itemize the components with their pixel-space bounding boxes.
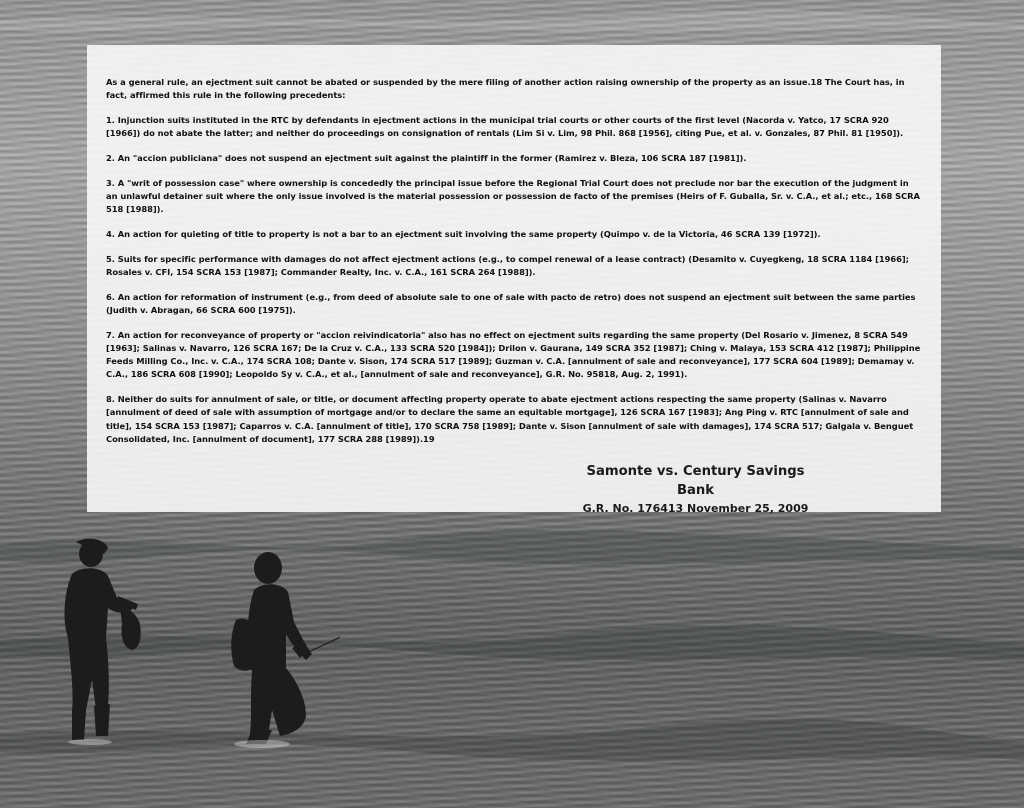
precedent-item-1: 1. Injunction suits instituted in the RTC by defendants in ejectment actions in the municipal trial courts or other courts of the first level (Nacorda v. Yatco, 17 SCRA 920 [1966]) do not abate the latter; and neither do proceedings on consignation of rentals (Lim Si v. Lim, 98 Phil. 868 [1956], citing Pue, et al. v. Gonzales, 87 Phil. 81 [1950]). [106, 115, 904, 139]
fisherman-left-silhouette [65, 539, 141, 740]
fishermen-silhouettes [0, 530, 340, 808]
precedent-item-5: 5. Suits for specific performance with damages do not affect ejectment actions (e.g., to compel renewal of a lease contract) (Desamito v. Cuyegkeng, 18 SCRA 1184 [1966]; Rosales v. CFI, 154 SCRA 153 [1987]; Commander Realty, Inc. v. C.A., 161 SCRA 264 [1988]). [106, 253, 909, 277]
precedent-item-2: 2. An "accion publiciana" does not suspend an ejectment suit against the plaintiff in the former (Ramirez v. Bleza, 106 SCRA 187 [1981]). [106, 153, 747, 163]
precedent-item-4: 4. An action for quieting of title to property is not a bar to an ejectment suit involving the same property (Quimpo v. de la Victoria, 46 SCRA 139 [1972]). [106, 229, 821, 239]
case-reference: G.R. No. 176413 November 25, 2009 [582, 502, 809, 515]
fisherman-right-silhouette [231, 552, 312, 744]
intro-paragraph: As a general rule, an ejectment suit cannot be abated or suspended by the mere filing of another action raising ownership of the property as an issue.18 The Court has, in fact, affirmed this rule in the following precedents: [106, 77, 905, 101]
precedent-item-8: 8. Neither do suits for annulment of sale, or title, or document affecting property operate to abate ejectment actions respecting the same property (Salinas v. Navarro [annulment of deed of sale with assumption of mortgage and/or to declare the same an equitable mortgage], 126 SCRA 167 [1983]; Ang Ping v. RTC [annulment of sale and title], 154 SCRA 153 [1987]; Caparros v. C.A. [annulment of title], 170 SCRA 758 [1989]; Dante v. Sison [annulment of sale with damages], 174 SCRA 517; Galgala v. Benguet Consolidated, Inc. [annulment of document], 177 SCRA 288 [1989]).19 [106, 394, 914, 444]
case-citation [573, 462, 818, 517]
case-title: Samonte vs. Century Savings Bank [586, 464, 805, 498]
precedent-item-7: 7. An action for reconveyance of property or "accion reivindicatoria" also has no effect on ejectment suits regarding the same property (Del Rosario v. Jimenez, 8 SCRA 549 [1963]; Salinas v. Navarro, 126 SCRA 167; De la Cruz v. C.A., 133 SCRA 520 [1984]); Drilon v. Gaurana, 149 SCRA 352 [1987]; Ching v. Malaya, 153 SCRA 412 [1987]; Philippine Feeds Milling Co., Inc. v. C.A., 174 SCRA 108; Dante v. Sison, 174 SCRA 517 [1989]; Guzman v. C.A. [annulment of sale and reconveyance], 177 SCRA 604 [1989]; Demamay v. C.A., 186 SCRA 608 [1990]; Leopoldo Sy v. C.A., et al., [annulment of sale and reconveyance], G.R. No. 95818, Aug. 2, 1991). [106, 329, 921, 380]
quote-panel [87, 45, 941, 515]
precedent-item-6: 6. An action for reformation of instrument (e.g., from deed of absolute sale to one of sale with pacto de retro) does not suspend an ejectment suit between the same parties (Judith v. Abragan, 66 SCRA 600 [1975]). [106, 291, 916, 315]
precedent-item-3: 3. A "writ of possession case" where ownership is concededly the principal issue before the Regional Trial Court does not preclude nor bar the execution of the judgment in an unlawful detainer suit where the only issue involved is the material possession or possession de facto of the premises (Heirs of F. Guballa, Sr. v. C.A., et al.; etc., 168 SCRA 518 [1988]). [106, 177, 920, 215]
